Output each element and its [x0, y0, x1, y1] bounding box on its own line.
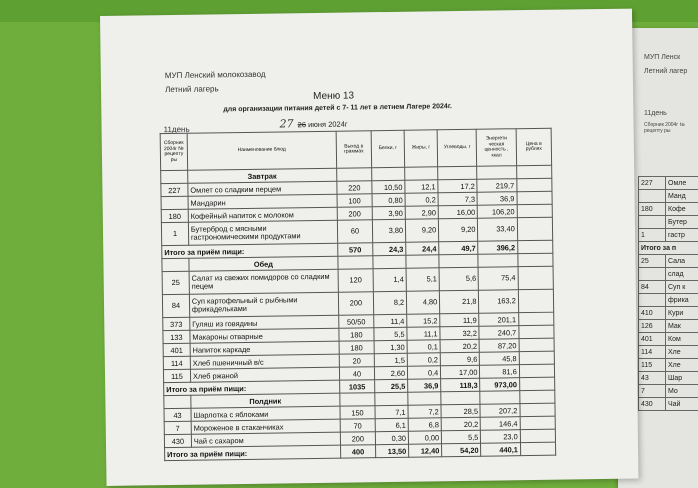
section-title: Полдник — [191, 393, 340, 408]
total-label: Итого за приём пищи: — [162, 243, 338, 258]
sheet2-dish: Манд — [666, 190, 698, 203]
dish-carbs: 5,6 — [439, 267, 479, 291]
dish-yield: 20 — [339, 354, 374, 367]
sheet2-recipe: 126 — [639, 320, 666, 333]
dish-carbs: 32,2 — [440, 326, 479, 340]
sheet2-row — [639, 255, 698, 268]
menu-title: Меню 13 — [313, 90, 354, 102]
dish-name: Мороженое в стаканчиках — [191, 419, 340, 434]
recipe-number: 401 — [163, 343, 190, 356]
total-fat: 36,9 — [408, 379, 441, 392]
dish-fat: 5,1 — [406, 268, 439, 291]
sheet2-camp: Летний лагер — [644, 68, 687, 75]
recipe-number: 133 — [163, 330, 190, 343]
section-cell — [441, 391, 480, 405]
dish-fat: 2,90 — [405, 206, 438, 219]
dish-energy: 87,20 — [480, 339, 519, 353]
total-fat: 24,4 — [406, 242, 439, 255]
dish-name: Мандарин — [188, 194, 337, 209]
dish-fat: 4,80 — [406, 291, 439, 314]
dish-protein: 6,1 — [375, 418, 408, 431]
dish-fat: 0,1 — [407, 340, 440, 353]
section-cell — [162, 258, 189, 271]
recipe-number: 7 — [164, 421, 191, 434]
dish-yield: 70 — [340, 419, 375, 432]
menu-sheet — [100, 9, 639, 486]
dish-fat: 0,2 — [407, 353, 440, 366]
total-protein: 24,3 — [373, 242, 406, 255]
sheet2-total-label: Итого за п — [639, 242, 698, 255]
dish-name: Гуляш из говядины — [190, 315, 339, 330]
dish-name: Хлеб ржаной — [190, 367, 339, 382]
sheet2-total-row — [639, 242, 698, 255]
section-cell — [518, 253, 553, 266]
dish-name: Макароны отварные — [190, 328, 339, 343]
dish-energy: 75,4 — [479, 267, 519, 291]
sheet2-recipe: 114 — [639, 346, 666, 359]
menu-date — [279, 117, 347, 131]
total-carbs: 54,20 — [442, 443, 481, 457]
sheet2-recipe: 430 — [639, 398, 666, 411]
recipe-number: 227 — [161, 183, 188, 196]
col-name: Наименование блюд — [187, 131, 336, 170]
recipe-number: 84 — [162, 294, 189, 317]
sheet2-row — [639, 229, 698, 242]
dish-protein: 1,5 — [374, 353, 407, 366]
date-month-year: июня 2024г — [308, 120, 348, 130]
dish-name: Шарлотка с яблоками — [191, 406, 340, 421]
total-yield: 570 — [338, 243, 373, 256]
sheet2-dish: Омле — [666, 177, 698, 190]
sheet2-recipe: 43 — [639, 372, 666, 385]
sheet2-table — [638, 176, 698, 411]
dish-name: Бутерброд с мясными гастрономическими продуктами — [188, 220, 337, 245]
section-cell — [480, 391, 519, 405]
dish-yield: 200 — [340, 432, 375, 445]
dish-fat: 0,4 — [407, 366, 440, 379]
recipe-number: 114 — [163, 356, 190, 369]
dish-yield: 120 — [338, 269, 373, 292]
sheet2-recipe: 410 — [639, 307, 666, 320]
col-fat: Жиры, г — [404, 130, 438, 167]
total-energy: 440,1 — [481, 443, 520, 457]
sheet2-row — [639, 359, 698, 372]
dish-protein: 3,80 — [372, 219, 405, 242]
sheet2-row — [639, 281, 698, 294]
dish-price — [518, 289, 554, 312]
dish-energy: 146,4 — [481, 417, 520, 431]
dish-protein: 1,30 — [374, 340, 407, 353]
section-cell — [439, 254, 478, 268]
dish-carbs: 16,00 — [438, 205, 477, 219]
sheet2-recipe — [639, 268, 666, 281]
dish-energy: 163,2 — [479, 290, 519, 314]
section-cell — [373, 255, 406, 268]
total-yield: 1035 — [339, 380, 374, 393]
dish-energy: 207,2 — [480, 404, 519, 418]
recipe-number: 373 — [163, 317, 190, 330]
dish-carbs: 20,2 — [440, 339, 479, 353]
dish-yield: 50/50 — [339, 315, 374, 328]
dish-yield: 60 — [337, 220, 372, 243]
sheet2-row — [639, 320, 698, 333]
section-cell — [478, 254, 517, 268]
dish-name: Чай с сахаром — [191, 432, 340, 447]
section-cell — [336, 168, 371, 181]
total-label: Итого за приём пищи: — [165, 445, 341, 460]
dish-price — [520, 429, 555, 442]
dish-fat: 0,2 — [405, 193, 438, 206]
dish-carbs: 5,5 — [441, 430, 480, 444]
dish-energy: 240,7 — [479, 326, 518, 340]
menu-table — [160, 128, 557, 461]
dish-name: Омлет со сладким перцем — [188, 181, 337, 196]
sheet2-recipe — [639, 294, 666, 307]
section-cell — [438, 166, 477, 180]
sheet2-row — [639, 346, 698, 359]
dish-carbs: 17,2 — [438, 179, 477, 193]
dish-carbs: 9,6 — [440, 352, 479, 366]
sheet2-dish: гастр — [666, 229, 698, 242]
sheet2-row — [639, 268, 698, 281]
total-price — [517, 240, 552, 253]
dish-price — [517, 204, 552, 217]
sheet2-row — [639, 294, 698, 307]
sheet2-recipe: 115 — [639, 359, 666, 372]
dish-price — [519, 364, 554, 377]
total-protein: 25,5 — [375, 379, 408, 392]
dish-name: Кофейный напиток с молоком — [188, 207, 337, 222]
dish-protein: 2,60 — [374, 366, 407, 379]
dish-price — [517, 217, 553, 240]
dish-price — [519, 351, 554, 364]
section-cell — [161, 170, 188, 183]
dish-carbs: 28,5 — [441, 404, 480, 418]
dish-energy: 81,6 — [480, 365, 519, 379]
sheet2-row — [639, 177, 698, 190]
section-cell — [406, 255, 439, 268]
camp-name: Летний лагерь — [165, 84, 219, 94]
dish-price — [520, 403, 555, 416]
section-cell — [338, 256, 373, 269]
sheet2-recipe-header: Сборник 2004г № рецепту ры — [644, 122, 694, 134]
recipe-number: 180 — [161, 209, 188, 222]
dish-price — [517, 178, 552, 191]
sheet2-row — [639, 372, 698, 385]
col-protein: Белки, г — [371, 130, 405, 167]
dish-protein: 0,80 — [372, 193, 405, 206]
sheet2-recipe — [639, 216, 666, 229]
sheet2-dish: Шар — [666, 372, 698, 385]
dish-fat: 6,8 — [408, 418, 441, 431]
dish-yield: 200 — [337, 207, 372, 220]
sheet2-row — [639, 216, 698, 229]
total-protein: 13,50 — [375, 444, 408, 457]
dish-energy: 23,0 — [481, 430, 520, 444]
sheet2-recipe: 25 — [639, 255, 666, 268]
dish-price — [518, 266, 554, 289]
total-energy: 396,2 — [478, 241, 517, 255]
total-carbs: 118,3 — [441, 378, 480, 392]
dish-energy: 201,1 — [479, 313, 518, 327]
dish-energy: 45,8 — [480, 352, 519, 366]
dish-yield: 200 — [338, 292, 373, 315]
sheet2-dish: Мо — [666, 385, 698, 398]
recipe-number: 115 — [163, 369, 190, 382]
sheet2-recipe: 401 — [639, 333, 666, 346]
dish-carbs: 17,00 — [441, 365, 480, 379]
section-cell — [408, 392, 441, 405]
section-title: Обед — [189, 256, 338, 271]
sheet2-dish: Кофе — [666, 203, 698, 216]
total-yield: 400 — [340, 445, 375, 458]
dish-fat: 15,2 — [407, 314, 440, 327]
dish-yield: 180 — [339, 341, 374, 354]
dish-carbs: 21,8 — [440, 290, 480, 314]
col-recipe: Сборник 2004г № рецепту ры — [160, 133, 187, 170]
section-cell — [164, 395, 191, 408]
section-cell — [516, 165, 551, 178]
col-yield: Выход в граммах — [336, 131, 372, 168]
dish-carbs: 20,2 — [441, 417, 480, 431]
sheet2-dish: Чай — [666, 398, 698, 411]
menu-subtitle: для организации питания детей с 7- 11 лет в летнем Лагере 2024г. — [223, 103, 452, 113]
dish-carbs: 9,20 — [439, 218, 479, 242]
total-price — [519, 377, 554, 390]
section-cell — [340, 393, 375, 406]
dish-energy: 106,20 — [478, 205, 517, 219]
recipe-number: 1 — [161, 222, 188, 245]
recipe-number — [161, 196, 188, 209]
dish-protein: 11,4 — [374, 314, 407, 327]
dish-protein: 8,2 — [373, 291, 406, 314]
sheet2-recipe: 1 — [639, 229, 666, 242]
dish-name: Суп картофельный с рыбными фрикадельками — [189, 292, 338, 317]
dish-fat: 11,1 — [407, 327, 440, 340]
sheet2-recipe: 180 — [639, 203, 666, 216]
dish-energy: 33,40 — [478, 218, 518, 242]
sheet2-dish: Мак — [666, 320, 698, 333]
sheet2-row — [639, 190, 698, 203]
dish-protein: 1,4 — [373, 268, 406, 291]
dish-price — [519, 338, 554, 351]
sheet2-recipe: 227 — [639, 177, 666, 190]
dish-energy: 36,9 — [477, 192, 516, 206]
section-cell — [520, 390, 555, 403]
sheet2-dish: Кури — [666, 307, 698, 320]
sheet2-dish: фрика — [666, 294, 698, 307]
total-energy: 973,00 — [480, 378, 519, 392]
recipe-number: 430 — [164, 434, 191, 447]
dish-protein: 7,1 — [375, 405, 408, 418]
dish-fat: 9,20 — [405, 219, 438, 242]
dish-protein: 0,30 — [375, 431, 408, 444]
section-cell — [477, 166, 516, 180]
recipe-number: 43 — [164, 408, 191, 421]
dish-carbs: 11,9 — [440, 313, 479, 327]
dish-carbs: 7,3 — [438, 192, 477, 206]
dish-price — [520, 416, 555, 429]
col-carbs: Углеводы, г — [437, 129, 477, 167]
sheet2-dish: Ком — [666, 333, 698, 346]
dish-protein: 5,5 — [374, 327, 407, 340]
dish-yield: 40 — [339, 367, 374, 380]
sheet2-row — [639, 203, 698, 216]
section-cell — [405, 167, 438, 180]
sheet2-dish: слад — [666, 268, 698, 281]
total-carbs: 49,7 — [439, 241, 478, 255]
sheet2-dish: Хле — [666, 359, 698, 372]
sheet2-row — [639, 385, 698, 398]
dish-protein: 10,50 — [372, 180, 405, 193]
sheet2-recipe — [639, 190, 666, 203]
dish-yield: 220 — [337, 181, 372, 194]
org-name: МУП Ленский молокозавод — [165, 70, 266, 80]
sheet2-dish: Бутер — [666, 216, 698, 229]
sheet2-row — [639, 307, 698, 320]
sheet2-org: МУП Ленск — [644, 54, 680, 61]
recipe-number: 25 — [162, 271, 189, 294]
dish-protein: 3,90 — [372, 206, 405, 219]
dish-yield: 180 — [339, 328, 374, 341]
table-header-row — [160, 128, 551, 170]
sheet2-row — [639, 398, 698, 411]
dish-yield: 150 — [340, 406, 375, 419]
sheet2-day: 11день — [644, 110, 667, 117]
dish-fat: 0,00 — [408, 431, 441, 444]
col-price: Цена в рублях — [516, 128, 552, 165]
sheet2-recipe: 7 — [639, 385, 666, 398]
section-cell — [375, 392, 408, 405]
total-label: Итого за приём пищи: — [164, 380, 340, 395]
col-energy: Энергети ческая ценность , ккал — [477, 129, 517, 167]
day-label: 11день — [164, 125, 190, 134]
dish-name: Хлеб пшеничный в/с — [190, 354, 339, 369]
dish-fat: 12,1 — [405, 180, 438, 193]
sheet2-dish: Суп к — [666, 281, 698, 294]
dish-name: Салат из свежих помидоров со сладким пецем — [189, 269, 338, 294]
dish-fat: 7,2 — [408, 405, 441, 418]
struck-day: 26 — [298, 120, 306, 129]
sheet2-recipe: 84 — [639, 281, 666, 294]
sheet2-row — [639, 333, 698, 346]
total-price — [520, 442, 555, 455]
section-title: Завтрак — [188, 168, 337, 183]
section-cell — [372, 167, 405, 180]
dish-energy: 219,7 — [477, 179, 516, 193]
dish-price — [518, 312, 553, 325]
dish-price — [519, 325, 554, 338]
sheet2-dish: Хле — [666, 346, 698, 359]
dish-name: Напиток каркаде — [190, 341, 339, 356]
sheet2-dish: Сала — [666, 255, 698, 268]
dish-price — [517, 191, 552, 204]
total-fat: 12,40 — [409, 444, 442, 457]
dish-yield: 100 — [337, 194, 372, 207]
handwritten-day: 27 — [279, 117, 293, 130]
